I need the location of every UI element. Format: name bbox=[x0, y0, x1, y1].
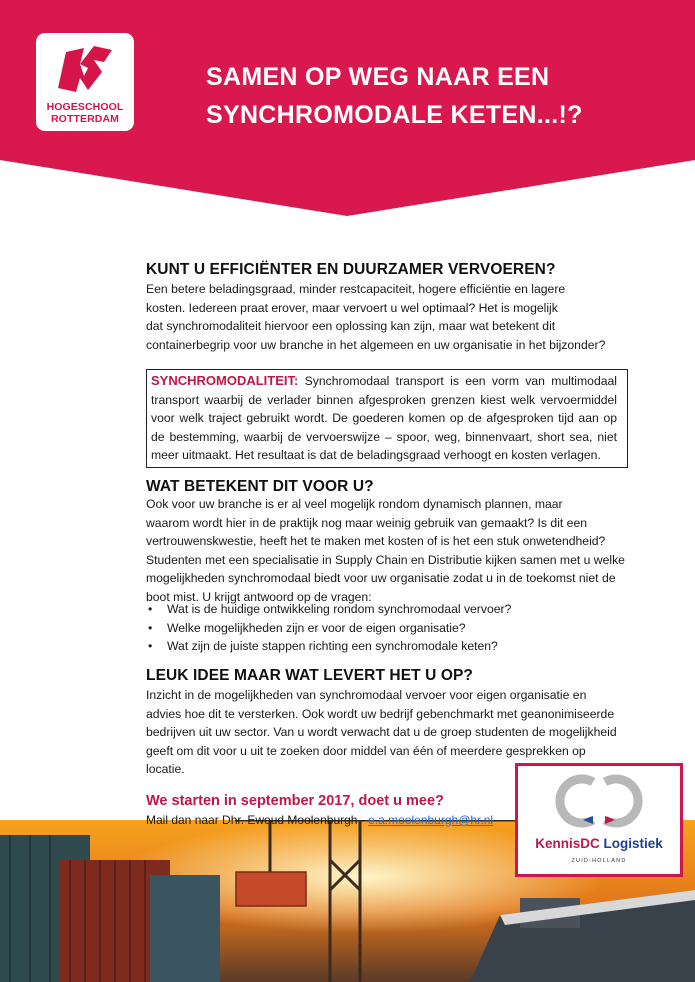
section-heading-meaning: WAT BETEKENT DIT VOOR U? bbox=[146, 478, 374, 495]
contact-line bbox=[146, 813, 493, 827]
definition-term: SYNCHROMODALITEIT: bbox=[151, 373, 299, 388]
section-meaning-text: Ook voor uw branche is er al veel mogelijk rondom dynamisch plannen, maar waarom wordt hier in de praktijk nog maar weinig gebruik van gemaakt? Is dit een vertrouwenskwestie, heeft het te maken met kosten of is het een stuk onwetendheid? Studenten met een specialisatie in Supply Chain en Distributie kijken samen met u welke mogelijkheden synchromodaal biedt voor uw organisatie zodat u in de toekomst niet de boot mist. U krijgt antwoord op de vragen: bbox=[146, 497, 625, 604]
section-heading-value: LEUK IDEE MAAR WAT LEVERT HET U OP? bbox=[146, 667, 473, 684]
list-item: • Wat zijn de juiste stappen richting een synchromodale keten? bbox=[146, 637, 511, 656]
section-efficiency-text: Een betere beladingsgraad, minder restcapaciteit, hogere efficiëntie en lagere kosten. Iedereen praat erover, maar vervoert u wel optimaal? Het is mogelijk dat synchromodaliteit hiervoor een oplossing kan zijn, maar wat betekent dit containerbegrip voor uw branche in het algemeen en uw organisatie in het bijzonder? bbox=[146, 282, 606, 352]
contact-prefix: Mail dan naar Dhr. Ewoud Moolenburgh - bbox=[146, 813, 369, 827]
page-headline bbox=[206, 58, 583, 134]
hogeschool-rotterdam-logo[interactable] bbox=[36, 33, 134, 131]
kennisdc-name: KennisDC Logistiek bbox=[535, 836, 663, 851]
logo-text: HOGESCHOOL ROTTERDAM bbox=[46, 101, 124, 125]
kennisdc-logistiek-logo[interactable] bbox=[515, 763, 683, 877]
definition-box bbox=[146, 369, 628, 468]
section-heading-efficiency: KUNT U EFFICIËNTER EN DUURZAMER VERVOEREN? bbox=[146, 261, 556, 278]
headline-line-1: SAMEN OP WEG NAAR EEN bbox=[206, 63, 550, 91]
list-item: • Wat is de huidige ontwikkeling rondom synchromodaal vervoer? bbox=[146, 600, 511, 619]
kennisdc-mark-icon bbox=[553, 772, 645, 830]
headline-line-2: SYNCHROMODALE KETEN...!? bbox=[206, 101, 583, 129]
kennisdc-region: ZUID-HOLLAND bbox=[571, 858, 627, 864]
call-to-action: We starten in september 2017, doet u mee? bbox=[146, 793, 444, 809]
hr-logo-mark-icon bbox=[54, 42, 116, 98]
list-item: • Welke mogelijkheden zijn er voor de eigen organisatie? bbox=[146, 619, 511, 638]
questions-list bbox=[146, 600, 511, 656]
definition-text: Synchromodaal transport is een vorm van multimodaal transport waarbij de verlader binnen afgesproken grenzen kiest welk vervoermiddel voor welk traject gebruikt wordt. De goederen komen op de afgesproken tijd aan op de bestemming, waarbij de vervoerswijze – spoor, weg, binnenvaart, short sea, niet meer uitmaakt. Het resultaat is dat de beladingsgraad verhoogt en kosten verlagen. bbox=[151, 374, 617, 462]
email-link[interactable]: e.a.moolenburgh@hr.nl bbox=[368, 813, 494, 827]
section-value-text: Inzicht in de mogelijkheden van synchromodaal vervoer voor eigen organisatie en advies hoe dit te versterken. Ook wordt uw bedrijf gebenchmarkt met geanonimiseerde bedrijven uit uw sector. Van u wordt verwacht dat u de groep studenten de mogelijkheid geeft om dit voor u uit te zoeken door middel van één of meerdere gesprekken op locatie. bbox=[146, 688, 617, 776]
